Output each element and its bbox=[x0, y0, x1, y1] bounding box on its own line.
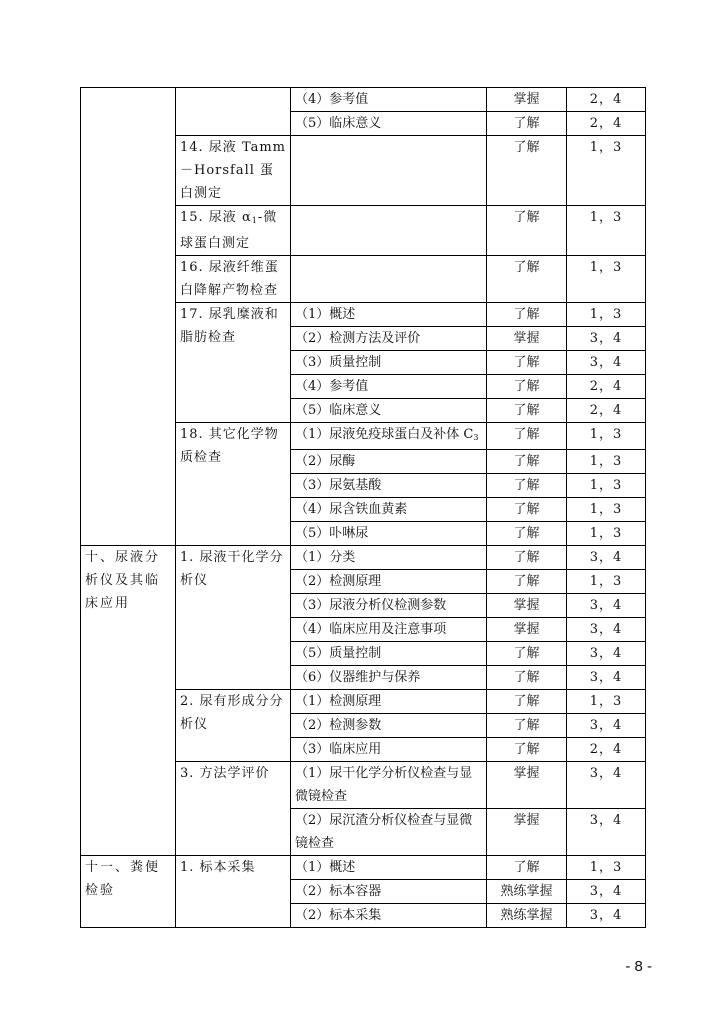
units-cell: 2，4 bbox=[567, 738, 646, 762]
units-cell: 3，4 bbox=[567, 809, 646, 856]
topic-text: -微球蛋白测定 bbox=[180, 210, 278, 251]
item-cell: （4）尿含铁血黄素 bbox=[291, 498, 487, 522]
topic-cell: 17. 尿乳糜液和脂肪检查 bbox=[176, 303, 291, 423]
level-cell: 了解 bbox=[487, 399, 567, 423]
item-cell: （2）检测方法及评价 bbox=[291, 327, 487, 351]
item-cell: （3）尿液分析仪检测参数 bbox=[291, 594, 487, 618]
units-cell: 1，3 bbox=[567, 498, 646, 522]
syllabus-table bbox=[80, 87, 646, 928]
item-cell: （2）检测参数 bbox=[291, 714, 487, 738]
item-cell: （5）临床意义 bbox=[291, 399, 487, 423]
topic-cell: 3. 方法学评价 bbox=[176, 762, 291, 856]
level-cell: 掌握 bbox=[487, 88, 567, 112]
topic-cell bbox=[176, 206, 291, 256]
level-cell: 掌握 bbox=[487, 762, 567, 809]
item-cell: （1）检测原理 bbox=[291, 690, 487, 714]
units-cell: 1，3 bbox=[567, 423, 646, 450]
units-cell: 3，4 bbox=[567, 880, 646, 904]
level-cell: 了解 bbox=[487, 375, 567, 399]
level-cell: 了解 bbox=[487, 256, 567, 303]
item-cell: （5）质量控制 bbox=[291, 642, 487, 666]
units-cell: 3，4 bbox=[567, 642, 646, 666]
level-cell: 了解 bbox=[487, 570, 567, 594]
units-cell: 3，4 bbox=[567, 618, 646, 642]
units-cell: 1，3 bbox=[567, 856, 646, 880]
level-cell: 了解 bbox=[487, 856, 567, 880]
units-cell: 1，3 bbox=[567, 522, 646, 546]
topic-cell: 16. 尿液纤维蛋白降解产物检查 bbox=[176, 256, 291, 303]
item-cell bbox=[291, 206, 487, 256]
level-cell: 了解 bbox=[487, 642, 567, 666]
topic-text: 15. 尿液 α bbox=[180, 210, 252, 225]
units-cell: 3，4 bbox=[567, 546, 646, 570]
item-cell: （3）临床应用 bbox=[291, 738, 487, 762]
unit-cell: 十一、粪便检验 bbox=[81, 856, 176, 928]
units-cell: 1，3 bbox=[567, 570, 646, 594]
units-cell: 1，3 bbox=[567, 450, 646, 474]
item-cell: （6）仪器维护与保养 bbox=[291, 666, 487, 690]
topic-cell bbox=[176, 88, 291, 136]
units-cell: 1，3 bbox=[567, 136, 646, 206]
units-cell: 1，3 bbox=[567, 206, 646, 256]
page-number: - 8 - bbox=[625, 958, 652, 975]
item-cell: （1）概述 bbox=[291, 856, 487, 880]
level-cell: 了解 bbox=[487, 474, 567, 498]
units-cell: 3，4 bbox=[567, 762, 646, 809]
item-cell: （4）参考值 bbox=[291, 375, 487, 399]
units-cell: 1，3 bbox=[567, 474, 646, 498]
topic-cell: 1. 尿液干化学分析仪 bbox=[176, 546, 291, 690]
units-cell: 1，3 bbox=[567, 256, 646, 303]
item-cell bbox=[291, 256, 487, 303]
item-cell: （2）标本容器 bbox=[291, 880, 487, 904]
level-cell: 了解 bbox=[487, 112, 567, 136]
units-cell: 3，4 bbox=[567, 594, 646, 618]
units-cell: 1，3 bbox=[567, 690, 646, 714]
units-cell: 3，4 bbox=[567, 714, 646, 738]
unit-cell bbox=[81, 88, 176, 546]
topic-subscript: 1 bbox=[251, 216, 258, 225]
table-row bbox=[81, 546, 646, 570]
topic-cell: 14. 尿液 Tamm－Horsfall 蛋白测定 bbox=[176, 136, 291, 206]
topic-cell: 18. 其它化学物质检查 bbox=[176, 423, 291, 546]
item-cell: （2）检测原理 bbox=[291, 570, 487, 594]
item-cell: （1）尿干化学分析仪检查与显微镜检查 bbox=[291, 762, 487, 809]
level-cell: 了解 bbox=[487, 450, 567, 474]
level-cell: 了解 bbox=[487, 738, 567, 762]
units-cell: 2，4 bbox=[567, 112, 646, 136]
item-cell bbox=[291, 136, 487, 206]
level-cell: 掌握 bbox=[487, 327, 567, 351]
level-cell: 了解 bbox=[487, 498, 567, 522]
item-cell: （4）参考值 bbox=[291, 88, 487, 112]
level-cell: 了解 bbox=[487, 351, 567, 375]
level-cell: 了解 bbox=[487, 423, 567, 450]
units-cell: 3，4 bbox=[567, 666, 646, 690]
level-cell: 掌握 bbox=[487, 618, 567, 642]
item-cell: （1）概述 bbox=[291, 303, 487, 327]
level-cell: 了解 bbox=[487, 522, 567, 546]
level-cell: 了解 bbox=[487, 206, 567, 256]
table-row bbox=[81, 856, 646, 880]
level-cell: 熟练掌握 bbox=[487, 880, 567, 904]
level-cell: 掌握 bbox=[487, 594, 567, 618]
item-cell: （2）尿酶 bbox=[291, 450, 487, 474]
level-cell: 了解 bbox=[487, 546, 567, 570]
item-text: （1）尿液免疫球蛋白及补体 C bbox=[295, 427, 474, 442]
item-cell: （5）卟啉尿 bbox=[291, 522, 487, 546]
units-cell: 3，4 bbox=[567, 351, 646, 375]
item-subscript: 3 bbox=[473, 433, 479, 442]
units-cell: 1，3 bbox=[567, 303, 646, 327]
item-cell: （4）临床应用及注意事项 bbox=[291, 618, 487, 642]
item-cell: （3）质量控制 bbox=[291, 351, 487, 375]
item-cell: （5）临床意义 bbox=[291, 112, 487, 136]
unit-cell: 十、尿液分析仪及其临床应用 bbox=[81, 546, 176, 856]
topic-cell: 1. 标本采集 bbox=[176, 856, 291, 928]
units-cell: 2，4 bbox=[567, 399, 646, 423]
units-cell: 2，4 bbox=[567, 375, 646, 399]
level-cell: 了解 bbox=[487, 690, 567, 714]
item-cell: （1）分类 bbox=[291, 546, 487, 570]
level-cell: 了解 bbox=[487, 136, 567, 206]
level-cell: 熟练掌握 bbox=[487, 904, 567, 928]
level-cell: 了解 bbox=[487, 303, 567, 327]
level-cell: 掌握 bbox=[487, 809, 567, 856]
units-cell: 2，4 bbox=[567, 88, 646, 112]
units-cell: 3，4 bbox=[567, 904, 646, 928]
level-cell: 了解 bbox=[487, 666, 567, 690]
item-cell: （2）尿沉渣分析仪检查与显微镜检查 bbox=[291, 809, 487, 856]
item-cell: （3）尿氨基酸 bbox=[291, 474, 487, 498]
item-cell: （2）标本采集 bbox=[291, 904, 487, 928]
units-cell: 3，4 bbox=[567, 327, 646, 351]
table-row bbox=[81, 88, 646, 112]
topic-cell: 2. 尿有形成分分析仪 bbox=[176, 690, 291, 762]
item-cell bbox=[291, 423, 487, 450]
level-cell: 了解 bbox=[487, 714, 567, 738]
